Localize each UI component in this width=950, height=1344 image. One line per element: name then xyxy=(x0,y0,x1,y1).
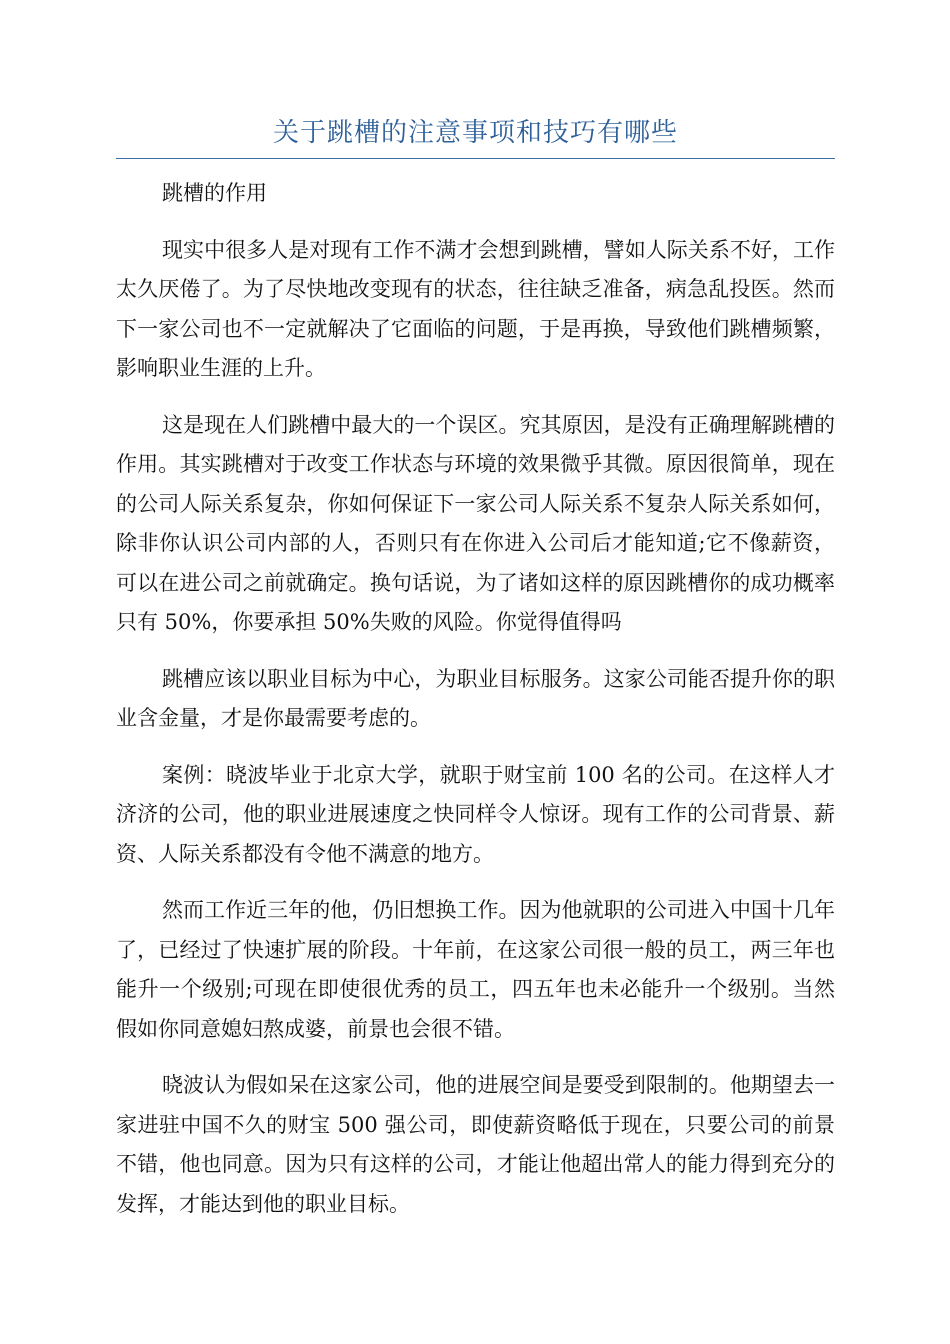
paragraph: 这是现在人们跳槽中最大的一个误区。究其原因，是没有正确理解跳槽的作用。其实跳槽对于改变工作状态与环境的效果微乎其微。原因很简单，现在的公司人际关系复杂，你如何保证下一家公司人际关系不复杂人际关系如何，除非你认识公司内部的人，否则只有在你进入公司后才能知道;它不像薪资，可以在进公司之前就确定。换句话说，为了诸如这样的原因跳槽你的成功概率只有 50%，你要承担 50%失败的风险。你觉得值得吗 xyxy=(116,412,835,634)
section-heading: 跳槽的作用 xyxy=(162,181,267,205)
paragraph: 然而工作近三年的他，仍旧想换工作。因为他就职的公司进入中国十几年了，已经过了快速扩展的阶段。十年前，在这家公司很一般的员工，两三年也能升一个级别;可现在即使很优秀的员工，四五年也未必能升一个级别。当然假如你同意媳妇熬成婆，前景也会很不错。 xyxy=(116,898,835,1041)
document-body xyxy=(116,174,835,1241)
paragraph: 晓波认为假如呆在这家公司，他的进展空间是要受到限制的。他期望去一家进驻中国不久的财宝 500 强公司，即使薪资略低于现在，只要公司的前景不错，他也同意。因为只有这样的公司，才能让他超出常人的能力得到充分的发挥，才能达到他的职业目标。 xyxy=(116,1073,835,1216)
paragraph: 案例：晓波毕业于北京大学，就职于财宝前 100 名的公司。在这样人才济济的公司，他的职业进展速度之快同样令人惊讶。现有工作的公司背景、薪资、人际关系都没有令他不满意的地方。 xyxy=(116,762,835,866)
document-title: 关于跳槽的注意事项和技巧有哪些 xyxy=(272,118,678,148)
paragraph: 现实中很多人是对现有工作不满才会想到跳槽，譬如人际关系不好，工作太久厌倦了。为了尽快地改变现有的状态，往往缺乏准备，病急乱投医。然而下一家公司也不一定就解决了它面临的问题，于是再换，导致他们跳槽频繁，影响职业生涯的上升。 xyxy=(116,237,835,380)
paragraph: 跳槽应该以职业目标为中心，为职业目标服务。这家公司能否提升你的职业含金量，才是你最需要考虑的。 xyxy=(116,666,835,730)
title-block xyxy=(116,112,835,159)
